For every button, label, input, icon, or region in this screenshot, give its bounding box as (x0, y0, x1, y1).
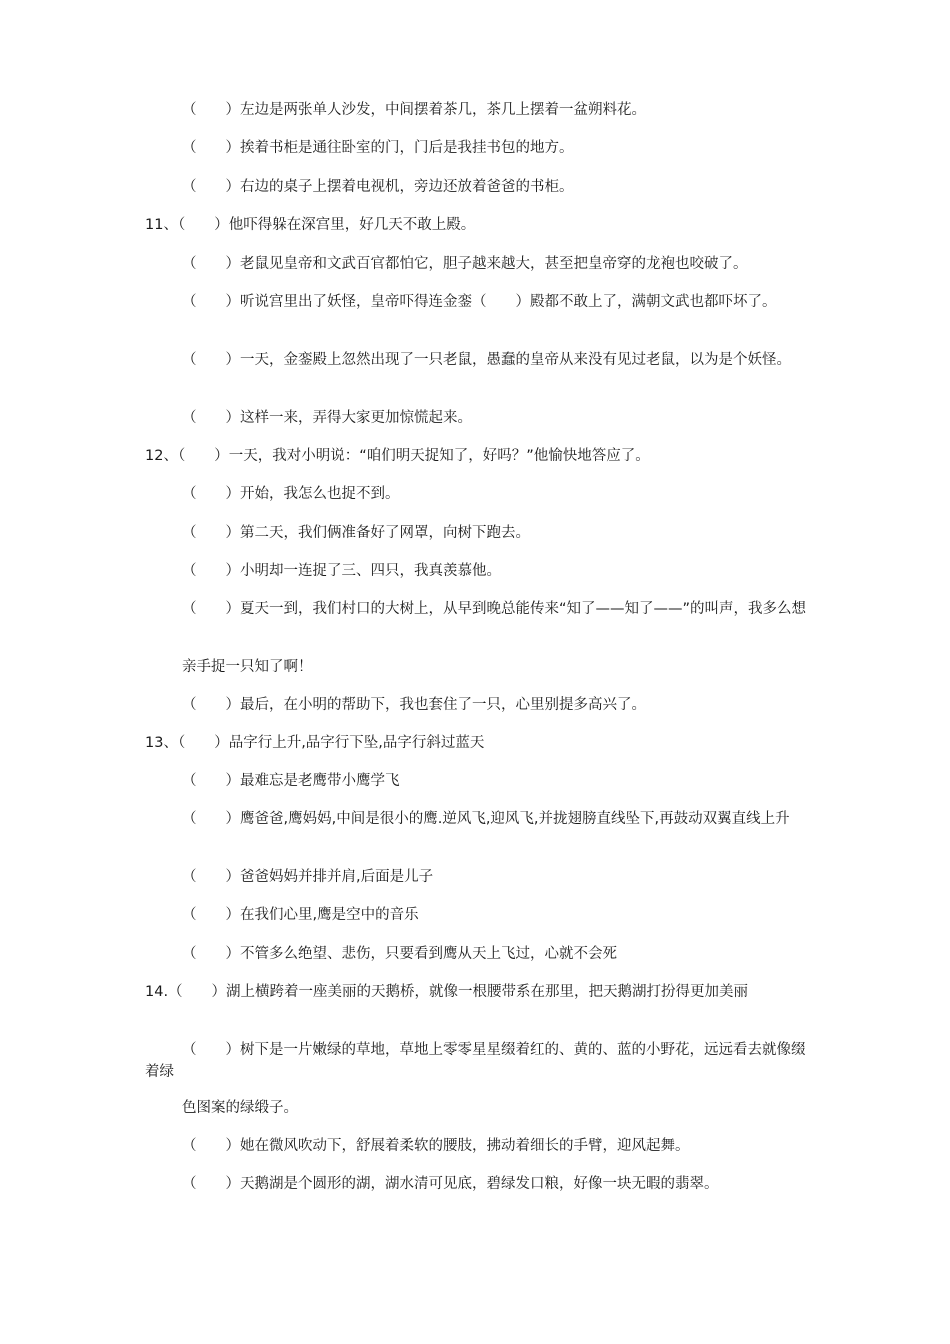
question-14-first-line: 14.（ ）湖上横跨着一座美丽的天鹅桥，就像一根腰带系在那里，把天鹅湖打扮得更加美丽 (145, 984, 749, 1000)
question-11-first-line: 11、（ ）他吓得躲在深宫里，好几天不敢上殿。 (145, 217, 476, 233)
exercise-line: （ ）爸爸妈妈并排并肩,后面是儿子 (182, 869, 434, 885)
exercise-line-continuation: 色图案的绿缎子。 (182, 1100, 298, 1116)
exercise-line: （ ）右边的桌子上摆着电视机，旁边还放着爸爸的书柜。 (182, 179, 574, 195)
exercise-line: （ ）一天，金銮殿上忽然出现了一只老鼠，愚蠢的皇帝从来没有见过老鼠，以为是个妖怪。 (182, 352, 791, 368)
exercise-line: （ ）天鹅湖是个圆形的湖，湖水清可见底，碧绿发口粮，好像一块无暇的翡翠。 (182, 1176, 719, 1192)
exercise-line: （ ）左边是两张单人沙发，中间摆着茶几，茶几上摆着一盆朔料花。 (182, 102, 646, 118)
exercise-line: （ ）这样一来，弄得大家更加惊慌起来。 (182, 410, 472, 426)
exercise-line: （ ）挨着书柜是通往卧室的门，门后是我挂书包的地方。 (182, 140, 574, 156)
exercise-line: （ ）老鼠见皇帝和文武百官都怕它，胆子越来越大，甚至把皇帝穿的龙袍也咬破了。 (182, 256, 748, 272)
exercise-line: （ ）在我们心里,鹰是空中的音乐 (182, 907, 419, 923)
exercise-line: （ ）开始，我怎么也捉不到。 (182, 486, 400, 502)
exercise-line: （ ）听说宫里出了妖怪，皇帝吓得连金銮（ ）殿都不敢上了，满朝文武也都吓坏了。 (182, 294, 777, 310)
exercise-line: （ ）第二天，我们俩准备好了网罩，向树下跑去。 (182, 525, 530, 541)
exercise-line: （ ）夏天一到，我们村口的大树上，从早到晚总能传来“知了——知了——”的叫声，我多么想 (182, 601, 807, 617)
exercise-line: （ ）不管多么绝望、悲伤，只要看到鹰从天上飞过，心就不会死 (182, 946, 617, 962)
exercise-line: （ ）她在微风吹动下，舒展着柔软的腰肢，拂动着细长的手臂，迎风起舞。 (182, 1138, 690, 1154)
question-13-first-line: 13、（ ）品字行上升,品字行下坠,品字行斜过蓝天 (145, 735, 485, 751)
exercise-line: （ ）树下是一片嫩绿的草地，草地上零零星星缀着红的、黄的、蓝的小野花，远远看去就像缀着绿 (145, 1042, 806, 1080)
exercise-line: （ ）最后，在小明的帮助下，我也套住了一只，心里别提多高兴了。 (182, 697, 646, 713)
exercise-line-continuation: 亲手捉一只知了啊！ (182, 659, 313, 675)
question-12-first-line: 12、（ ）一天，我对小明说：“咱们明天捉知了，好吗？”他愉快地答应了。 (145, 448, 650, 464)
exercise-line: （ ）鹰爸爸,鹰妈妈,中间是很小的鹰.逆风飞,迎风飞,并拢翅膀直线坠下,再鼓动双翼直线上升 (182, 811, 790, 827)
exercise-line: （ ）最难忘是老鹰带小鹰学飞 (182, 773, 400, 789)
exercise-line: （ ）小明却一连捉了三、四只，我真羡慕他。 (182, 563, 501, 579)
